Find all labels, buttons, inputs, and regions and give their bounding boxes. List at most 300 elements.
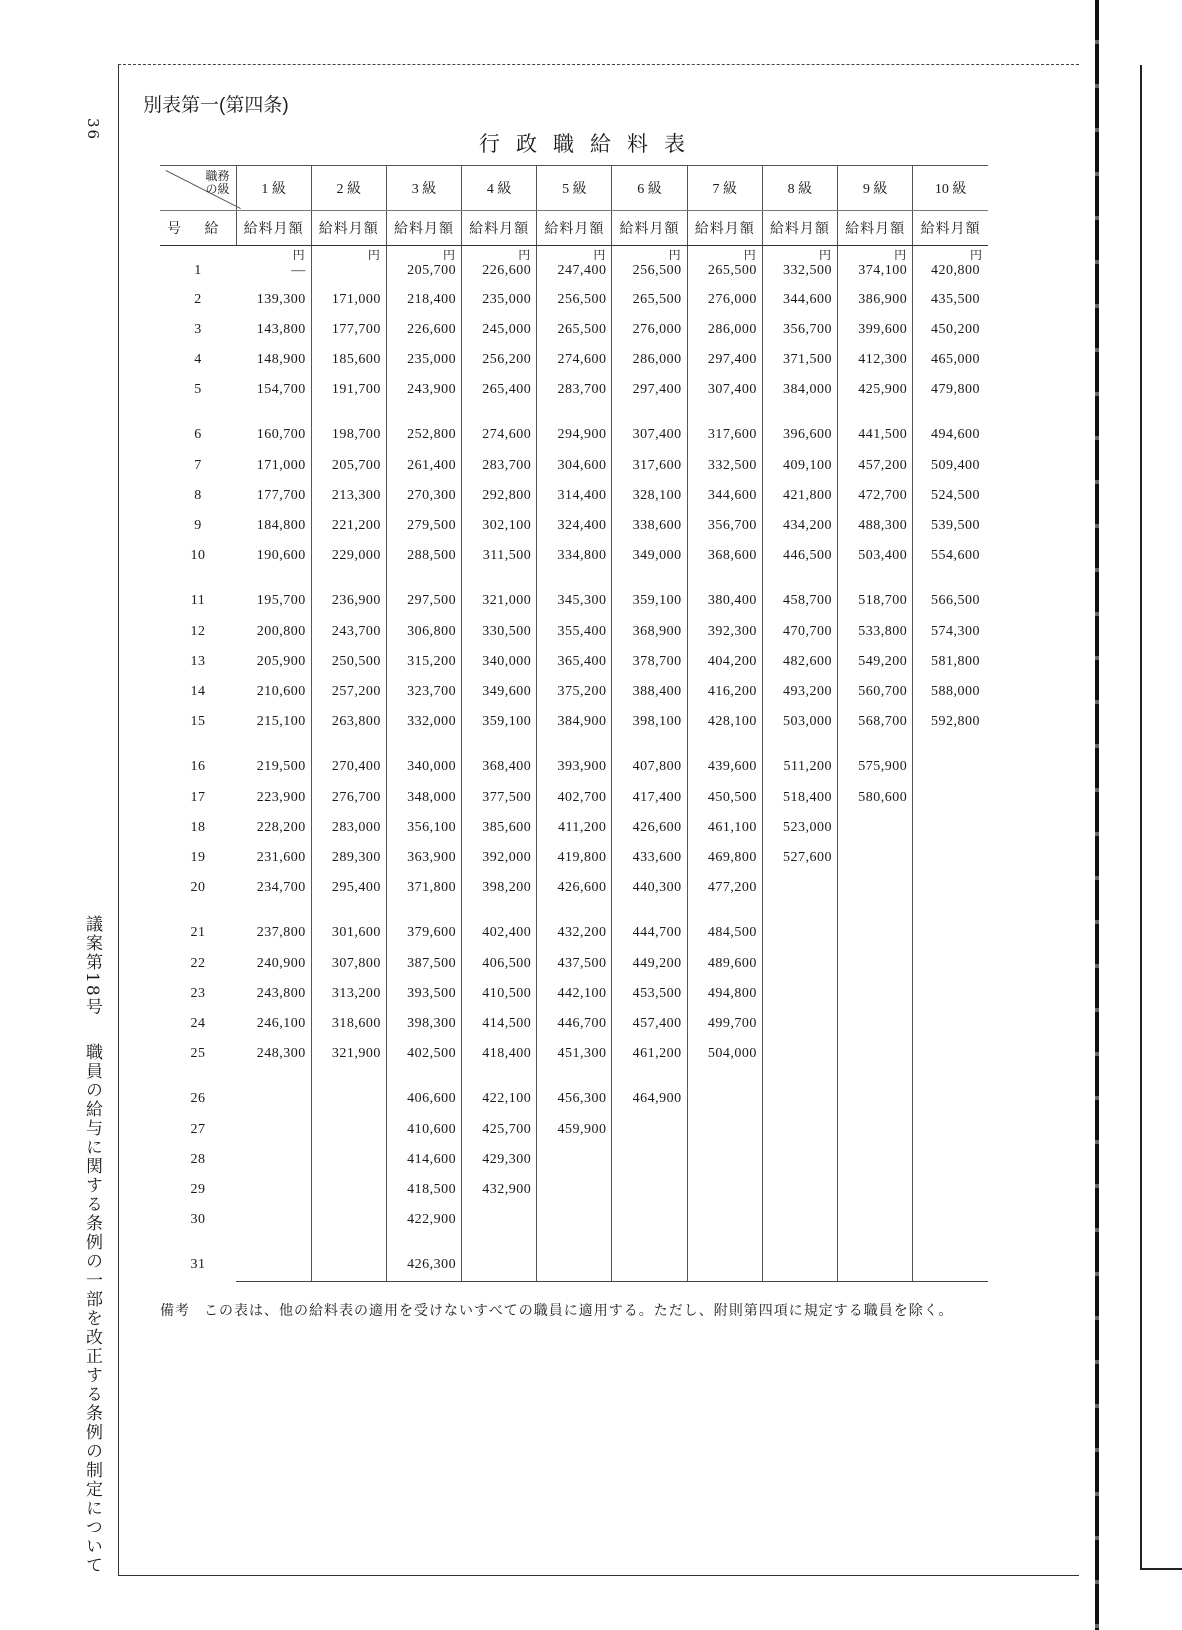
- salary-cell: 588,000: [931, 684, 980, 699]
- side-caption-subject: 職員の給与に関する条例の一部を改正する条例の制定について: [82, 1042, 102, 1575]
- salary-cell: 210,600: [236, 677, 311, 707]
- table-row: [160, 1039, 988, 1069]
- salary-cell: 518,700: [838, 571, 913, 617]
- salary-cell: 328,100: [612, 481, 687, 511]
- salary-cell: 243,700: [311, 617, 386, 647]
- salary-cell: [762, 1175, 837, 1205]
- salary-cell: [687, 1069, 762, 1115]
- salary-cell: 374,100: [838, 263, 913, 285]
- step-cell: 19: [190, 850, 206, 865]
- step-cell: 15: [190, 714, 206, 729]
- monthly-header: 給料月額: [462, 211, 537, 246]
- salary-cell: 375,200: [537, 677, 612, 707]
- salary-cell: 398,300: [386, 1009, 461, 1039]
- salary-cell: [762, 1145, 837, 1175]
- salary-cell: 288,500: [386, 541, 461, 571]
- salary-cell: 344,600: [687, 481, 762, 511]
- salary-cell: 205,700: [311, 451, 386, 481]
- salary-cell: 321,900: [311, 1039, 386, 1069]
- salary-cell: 171,000: [236, 451, 311, 481]
- salary-cell: 306,800: [386, 617, 461, 647]
- salary-cell: 560,700: [838, 677, 913, 707]
- salary-cell: 314,400: [537, 481, 612, 511]
- salary-cell: 399,600: [838, 315, 913, 345]
- corner-header: [160, 166, 236, 211]
- unit-cell: 円: [687, 246, 762, 264]
- salary-cell: 461,100: [687, 813, 762, 843]
- salary-cell: 412,300: [838, 345, 913, 375]
- salary-cell: 235,000: [462, 285, 537, 315]
- salary-cell: 286,000: [687, 315, 762, 345]
- monthly-header: 給料月額: [838, 211, 913, 246]
- salary-cell: 349,600: [462, 677, 537, 707]
- remarks-label: 備考: [160, 1302, 190, 1318]
- salary-cell: 323,700: [386, 677, 461, 707]
- grade-header: 4 級: [462, 166, 537, 211]
- grade-header: 7 級: [687, 166, 762, 211]
- salary-cell: 459,900: [537, 1115, 612, 1145]
- salary-cell: 575,900: [838, 737, 913, 783]
- grade-header: 5 級: [537, 166, 612, 211]
- salary-cell: 439,600: [687, 737, 762, 783]
- next-page-edge: [1140, 65, 1142, 1570]
- salary-cell: 444,700: [612, 903, 687, 949]
- salary-cell: 388,400: [612, 677, 687, 707]
- salary-cell: 493,200: [762, 677, 837, 707]
- unit-cell: 円: [969, 248, 982, 262]
- salary-cell: [311, 1115, 386, 1145]
- salary-cell: 332,000: [386, 707, 461, 737]
- salary-cell: [913, 1205, 988, 1235]
- salary-cell: [838, 813, 913, 843]
- salary-cell: 218,400: [386, 285, 461, 315]
- salary-cell: [236, 1145, 311, 1175]
- salary-cell: 276,000: [687, 285, 762, 315]
- salary-cell: 392,000: [462, 843, 537, 873]
- table-row: [160, 375, 988, 405]
- unit-cell: 円: [537, 246, 612, 264]
- salary-cell: 215,100: [236, 707, 311, 737]
- salary-cell: [612, 1145, 687, 1175]
- salary-cell: 371,500: [762, 345, 837, 375]
- salary-cell: 160,700: [236, 405, 311, 451]
- salary-cell: [612, 1205, 687, 1235]
- salary-cell: [838, 979, 913, 1009]
- salary-cell: 191,700: [311, 375, 386, 405]
- salary-cell: 432,200: [537, 903, 612, 949]
- salary-cell: [913, 1115, 988, 1145]
- salary-cell: 494,600: [931, 427, 980, 442]
- corner-diagonal: [166, 170, 241, 209]
- salary-cell: 433,600: [612, 843, 687, 873]
- salary-cell: 332,500: [687, 451, 762, 481]
- salary-cell: [236, 1115, 311, 1145]
- table-row: [160, 1205, 988, 1235]
- salary-cell: 307,400: [612, 405, 687, 451]
- table-row: [160, 345, 988, 375]
- salary-cell: 504,000: [687, 1039, 762, 1069]
- salary-cell: 356,700: [687, 511, 762, 541]
- table-row: [160, 481, 988, 511]
- salary-cell: 330,500: [462, 617, 537, 647]
- salary-cell: 533,800: [838, 617, 913, 647]
- monthly-header: 給料月額: [386, 211, 461, 246]
- salary-cell: 246,100: [236, 1009, 311, 1039]
- salary-cell: [913, 1039, 988, 1069]
- salary-cell: 213,300: [311, 481, 386, 511]
- monthly-header: 給料月額: [537, 211, 612, 246]
- salary-cell: [913, 1175, 988, 1205]
- step-cell: 28: [190, 1152, 206, 1167]
- salary-cell: 265,500: [687, 263, 762, 285]
- salary-cell: [537, 1235, 612, 1282]
- salary-cell: 549,200: [838, 647, 913, 677]
- salary-cell: 340,000: [462, 647, 537, 677]
- salary-cell: 265,500: [537, 315, 612, 345]
- salary-cell: 345,300: [537, 571, 612, 617]
- salary-cell: 243,800: [236, 979, 311, 1009]
- salary-cell: 356,700: [762, 315, 837, 345]
- step-cell: 18: [190, 820, 206, 835]
- salary-cell: 221,200: [311, 511, 386, 541]
- salary-cell: 200,800: [236, 617, 311, 647]
- salary-cell: 406,600: [386, 1069, 461, 1115]
- step-cell: 21: [190, 925, 206, 940]
- step-cell: 17: [190, 790, 206, 805]
- salary-cell: 458,700: [762, 571, 837, 617]
- salary-cell: 355,400: [537, 617, 612, 647]
- salary-cell: 247,400: [537, 263, 612, 285]
- salary-cell: 446,700: [537, 1009, 612, 1039]
- table-row: [160, 451, 988, 481]
- salary-cell: 442,100: [537, 979, 612, 1009]
- salary-cell: 402,500: [386, 1039, 461, 1069]
- next-page-edge-foot: [1140, 1568, 1182, 1570]
- salary-cell: [687, 1235, 762, 1282]
- salary-cell: 185,600: [311, 345, 386, 375]
- salary-cell: 432,900: [462, 1175, 537, 1205]
- table-row: [160, 1009, 988, 1039]
- salary-cell: 420,800: [931, 263, 980, 278]
- salary-cell: 421,800: [762, 481, 837, 511]
- salary-cell: [913, 1235, 988, 1282]
- grade-header: 8 級: [762, 166, 837, 211]
- step-cell: 16: [190, 759, 206, 774]
- salary-cell: 274,600: [462, 405, 537, 451]
- salary-cell: [762, 1069, 837, 1115]
- salary-cell: 265,400: [462, 375, 537, 405]
- salary-cell: 581,800: [931, 654, 980, 669]
- salary-cell: 523,000: [762, 813, 837, 843]
- salary-cell: [838, 1115, 913, 1145]
- salary-cell: [838, 1235, 913, 1282]
- salary-cell: 205,900: [236, 647, 311, 677]
- monthly-header: 給料月額: [913, 211, 988, 246]
- appendix-label: 別表第一(第四条): [143, 95, 289, 116]
- duty-grade-label: 職務 の級: [205, 169, 230, 196]
- salary-cell: 344,600: [762, 285, 837, 315]
- salary-cell: 359,100: [612, 571, 687, 617]
- salary-cell: [236, 1205, 311, 1235]
- step-cell: 29: [190, 1182, 206, 1197]
- salary-cell: 422,900: [386, 1205, 461, 1235]
- salary-cell: 226,600: [386, 315, 461, 345]
- table-row: [160, 873, 988, 903]
- table-row: [160, 511, 988, 541]
- table-row: [160, 1175, 988, 1205]
- salary-cell: [838, 1175, 913, 1205]
- salary-cell: [236, 1175, 311, 1205]
- salary-cell: 429,300: [462, 1145, 537, 1175]
- salary-cell: 418,500: [386, 1175, 461, 1205]
- step-cell: 14: [190, 684, 206, 699]
- salary-cell: 307,400: [687, 375, 762, 405]
- salary-cell: 457,400: [612, 1009, 687, 1039]
- salary-cell: 416,200: [687, 677, 762, 707]
- salary-cell: 295,400: [311, 873, 386, 903]
- salary-table: [160, 165, 988, 1282]
- salary-cell: [913, 979, 988, 1009]
- salary-cell: 311,500: [462, 541, 537, 571]
- salary-cell: 368,600: [687, 541, 762, 571]
- salary-cell: 418,400: [462, 1039, 537, 1069]
- salary-cell: [762, 1039, 837, 1069]
- salary-cell: [762, 903, 837, 949]
- table-row: [160, 1145, 988, 1175]
- table-row: [160, 617, 988, 647]
- binding-edge: [1095, 0, 1099, 1630]
- salary-cell: [838, 1205, 913, 1235]
- salary-cell: 294,900: [537, 405, 612, 451]
- salary-cell: 592,800: [931, 714, 980, 729]
- salary-cell: [687, 1145, 762, 1175]
- step-cell: 8: [194, 488, 202, 503]
- salary-cell: 332,500: [762, 263, 837, 285]
- salary-cell: 171,000: [311, 285, 386, 315]
- salary-cell: 489,600: [687, 949, 762, 979]
- salary-cell: 437,500: [537, 949, 612, 979]
- salary-cell: 482,600: [762, 647, 837, 677]
- salary-cell: 283,700: [462, 451, 537, 481]
- salary-cell: 257,200: [311, 677, 386, 707]
- salary-cell: 313,200: [311, 979, 386, 1009]
- remarks-note: [160, 1300, 953, 1320]
- salary-cell: 503,000: [762, 707, 837, 737]
- salary-cell: 451,300: [537, 1039, 612, 1069]
- salary-cell: 219,500: [236, 737, 311, 783]
- salary-cell: 384,000: [762, 375, 837, 405]
- step-cell: 2: [194, 292, 202, 307]
- step-cell: 22: [190, 956, 206, 971]
- salary-cell: [762, 873, 837, 903]
- table-row: [160, 949, 988, 979]
- salary-cell: 318,600: [311, 1009, 386, 1039]
- salary-cell: [762, 949, 837, 979]
- table-row: [160, 979, 988, 1009]
- salary-cell: 441,500: [838, 405, 913, 451]
- salary-cell: 234,700: [236, 873, 311, 903]
- salary-cell: 407,800: [612, 737, 687, 783]
- salary-cell: 377,500: [462, 783, 537, 813]
- unit-row: [160, 246, 988, 264]
- table-row: [160, 571, 988, 617]
- salary-cell: [612, 1115, 687, 1145]
- salary-cell: 509,400: [931, 458, 980, 473]
- salary-cell: 435,500: [931, 292, 980, 307]
- salary-cell: 256,500: [612, 263, 687, 285]
- step-cell: 11: [190, 593, 206, 608]
- table-row: [160, 405, 988, 451]
- salary-cell: 283,000: [311, 813, 386, 843]
- salary-cell: 228,200: [236, 813, 311, 843]
- salary-cell: 315,200: [386, 647, 461, 677]
- salary-cell: [913, 783, 988, 813]
- salary-cell: 384,900: [537, 707, 612, 737]
- salary-cell: 378,700: [612, 647, 687, 677]
- salary-cell: 457,200: [838, 451, 913, 481]
- salary-cell: [838, 1069, 913, 1115]
- salary-cell: [838, 949, 913, 979]
- salary-cell: 440,300: [612, 873, 687, 903]
- salary-cell: [838, 1145, 913, 1175]
- salary-cell: [838, 873, 913, 903]
- salary-cell: [762, 1115, 837, 1145]
- salary-cell: 286,000: [612, 345, 687, 375]
- unit-cell: 円: [236, 246, 311, 264]
- salary-cell: 363,900: [386, 843, 461, 873]
- salary-cell: 518,400: [762, 783, 837, 813]
- salary-cell: 302,100: [462, 511, 537, 541]
- salary-cell: [687, 1175, 762, 1205]
- salary-cell: [311, 1069, 386, 1115]
- salary-cell: 177,700: [311, 315, 386, 345]
- step-cell: 10: [190, 548, 206, 563]
- table-row: [160, 315, 988, 345]
- salary-cell: 402,400: [462, 903, 537, 949]
- salary-cell: 503,400: [838, 541, 913, 571]
- salary-cell: 411,200: [537, 813, 612, 843]
- step-cell: 6: [194, 427, 202, 442]
- salary-cell: 580,600: [838, 783, 913, 813]
- salary-cell: [838, 903, 913, 949]
- unit-cell: 円: [462, 246, 537, 264]
- salary-cell: 237,800: [236, 903, 311, 949]
- step-cell: 4: [194, 352, 202, 367]
- salary-cell: 274,600: [537, 345, 612, 375]
- salary-cell: 226,600: [462, 263, 537, 285]
- table-row: [160, 843, 988, 873]
- salary-cell: 317,600: [687, 405, 762, 451]
- salary-cell: 450,500: [687, 783, 762, 813]
- step-cell: 7: [194, 458, 202, 473]
- salary-cell: 393,900: [537, 737, 612, 783]
- salary-cell: 301,600: [311, 903, 386, 949]
- salary-cell: [462, 1205, 537, 1235]
- salary-cell: 365,400: [537, 647, 612, 677]
- salary-cell: 434,200: [762, 511, 837, 541]
- salary-cell: 387,500: [386, 949, 461, 979]
- salary-cell: 386,900: [838, 285, 913, 315]
- salary-cell: [311, 1235, 386, 1282]
- salary-cell: 566,500: [931, 593, 980, 608]
- salary-cell: 317,600: [612, 451, 687, 481]
- salary-cell: 231,600: [236, 843, 311, 873]
- salary-cell: 229,000: [311, 541, 386, 571]
- salary-cell: [311, 1145, 386, 1175]
- salary-cell: 465,000: [931, 352, 980, 367]
- salary-cell: 484,500: [687, 903, 762, 949]
- step-cell: 5: [194, 382, 202, 397]
- salary-cell: [762, 1009, 837, 1039]
- monthly-header: 給料月額: [236, 211, 311, 246]
- salary-cell: [311, 263, 386, 285]
- salary-cell: 205,700: [386, 263, 461, 285]
- salary-cell: 195,700: [236, 571, 311, 617]
- step-cell: 3: [194, 322, 202, 337]
- salary-cell: [913, 843, 988, 873]
- salary-cell: 263,800: [311, 707, 386, 737]
- table-row: [160, 707, 988, 737]
- salary-cell: 177,700: [236, 481, 311, 511]
- table-row: [160, 813, 988, 843]
- salary-cell: 456,300: [537, 1069, 612, 1115]
- salary-cell: 419,800: [537, 843, 612, 873]
- salary-cell: 368,900: [612, 617, 687, 647]
- monthly-header: 給料月額: [311, 211, 386, 246]
- salary-cell: [762, 1205, 837, 1235]
- salary-cell: 270,300: [386, 481, 461, 511]
- unit-cell-empty: [160, 246, 236, 264]
- salary-cell: 494,800: [687, 979, 762, 1009]
- salary-cell: 198,700: [311, 405, 386, 451]
- salary-cell: 450,200: [931, 322, 980, 337]
- salary-cell: 321,000: [462, 571, 537, 617]
- salary-cell: 404,200: [687, 647, 762, 677]
- salary-cell: 472,700: [838, 481, 913, 511]
- salary-cell: 469,800: [687, 843, 762, 873]
- table-row: [160, 263, 988, 285]
- grade-header: 1 級: [236, 166, 311, 211]
- table-row: [160, 1115, 988, 1145]
- grade-header: 3 級: [386, 166, 461, 211]
- salary-cell: 276,700: [311, 783, 386, 813]
- salary-cell: 270,400: [311, 737, 386, 783]
- salary-cell: 574,300: [931, 624, 980, 639]
- salary-cell: 464,900: [612, 1069, 687, 1115]
- salary-cell: [537, 1175, 612, 1205]
- salary-cell: 248,300: [236, 1039, 311, 1069]
- salary-cell: [913, 813, 988, 843]
- salary-cell: 470,700: [762, 617, 837, 647]
- salary-cell: 539,500: [931, 518, 980, 533]
- salary-cell: 139,300: [236, 285, 311, 315]
- salary-cell: 261,400: [386, 451, 461, 481]
- salary-cell: 297,400: [612, 375, 687, 405]
- salary-cell: 148,900: [236, 345, 311, 375]
- table-row: [160, 677, 988, 707]
- salary-cell: 371,800: [386, 873, 461, 903]
- salary-cell: 307,800: [311, 949, 386, 979]
- salary-cell: [913, 1145, 988, 1175]
- salary-cell: 349,000: [612, 541, 687, 571]
- salary-cell: 425,700: [462, 1115, 537, 1145]
- unit-cell: 円: [838, 246, 913, 264]
- salary-cell: 338,600: [612, 511, 687, 541]
- step-cell: 12: [190, 624, 206, 639]
- table-row: [160, 541, 988, 571]
- table-title: 行政職給料表: [479, 132, 701, 156]
- salary-cell: 154,700: [236, 375, 311, 405]
